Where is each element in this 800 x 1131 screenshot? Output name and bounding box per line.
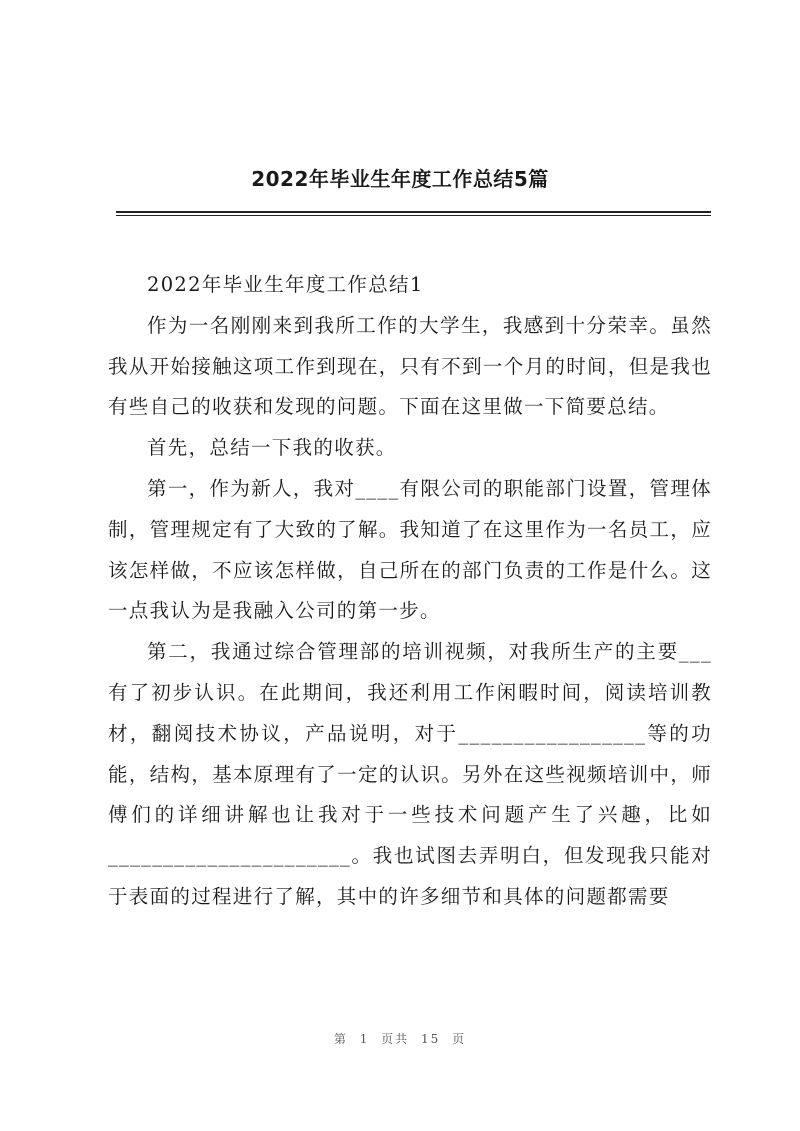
paragraph: 第一，作为新人，我对____有限公司的职能部门设置，管理体制，管理规定有了大致的了解。我知道了在这里作为一名员工，应该怎样做，不应该怎样做，自己所在的部门负责的工作是什么。这一点我认为是我融入公司的第一步。 [108, 476, 712, 623]
paragraph: 第二，我通过综合管理部的培训视频，对我所生产的主要___有了初步认识。在此期间，我还利用工作闲暇时间，阅读培训教材，翻阅技术协议，产品说明，对于_________________等的功能，结构，基本原理有了一定的认识。另外在这些视频培训中，师傅们的详细讲解也让我对于一些技术问题产生了兴趣，比如______________________。我也试图去弄明白，但发现我只能对于表面的过程进行了解，其中的许多细节和具体的问题都需要 [108, 640, 712, 908]
document-body [108, 265, 712, 918]
document-title: 2022年毕业生年度工作总结5篇 [251, 167, 549, 191]
section-heading: 2022年毕业生年度工作总结1 [147, 273, 424, 296]
title-rule [116, 211, 711, 213]
paragraph: 作为一名刚刚来到我所工作的大学生，我感到十分荣幸。虽然我从开始接触这项工作到现在，只有不到一个月的时间，但是我也有些自己的收获和发现的问题。下面在这里做一下简要总结。 [108, 313, 712, 419]
title-rule-thin [116, 215, 711, 216]
page-footer: 第 1 页共 15 页 [333, 1032, 467, 1046]
paragraph: 首先，总结一下我的收获。 [147, 436, 397, 460]
